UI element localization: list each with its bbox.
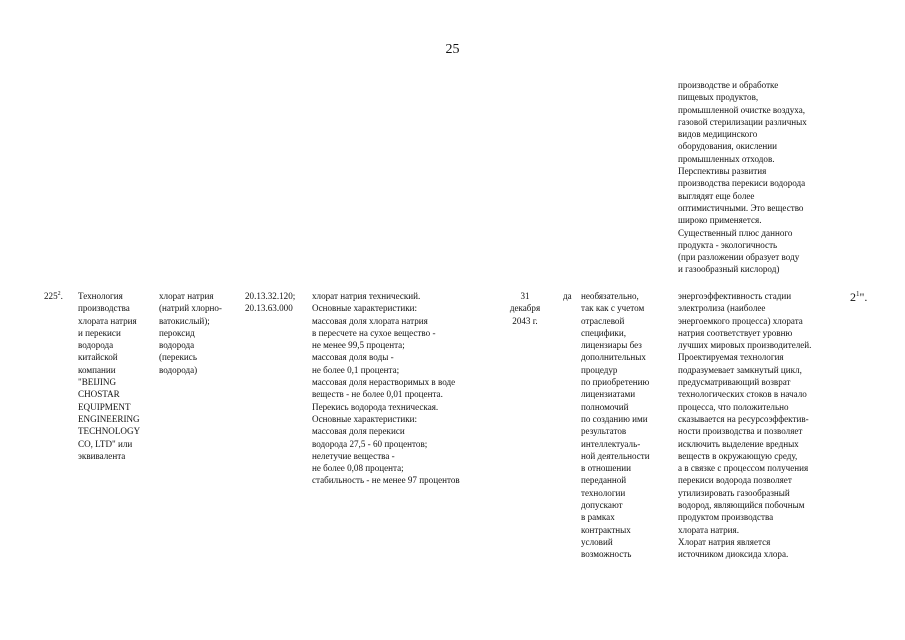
row-number-main: 225 bbox=[44, 291, 58, 301]
deadline-date-cell: 31 декабря 2043 г. bbox=[509, 291, 541, 326]
licensing-cell: необязательно, так как с учетом отраслевой специфики, лицензиары без дополнительных процедур по приобретению лицензиатами полномочий по созданию ими результатов интеллектуаль- ной деятельности в отношении переданной технологии допускают в рамках контрактных условий возможность bbox=[581, 291, 650, 560]
footnote-mark bbox=[850, 290, 880, 304]
footnote-main: 2 bbox=[850, 290, 856, 304]
page-number: 25 bbox=[445, 42, 460, 57]
row-number-superscript: 2 bbox=[57, 291, 61, 297]
characteristics-cell: хлорат натрия технический. Основные характеристики: массовая доля хлората натрия в пересчете на сухое вещество - не менее 99,5 процента; массовая доля воды - не более 0,1 процента; массовая доля нерастворимых в воде веществ - не более 0,01 процента. Перекись водорода техническая. Основные характеристики: массовая доля перекиси водорода 27,5 - 60 процентов; нелетучие вещества - не более 0,08 процента; стабильность - не менее 97 процентов bbox=[312, 291, 460, 486]
efficiency-cell: энергоэффективность стадии электролиза (наиболее энергоемкого процесса) хлората натрия соответствует уровню лучших мировых производителей. Проектируемая технология подразумевает замкнутый цикл, предусматривающий возврат технологических стоков в начало процесса, что положительно сказывается на ресурсоэффектив- ности производства и позволяет исключить выделение вредных веществ в окружающую среду, а в связке с процессом получения перекиси водорода позволяет утилизировать газообразный водород, являющийся побочным продуктом производства хлората натрия. Хлорат натрия является источником диоксида хлора. bbox=[678, 291, 812, 560]
footnote-suffix: ". bbox=[859, 290, 868, 304]
products-cell: хлорат натрия (натрий хлорно- ватокислый); пероксид водорода (перекись водорода) bbox=[159, 291, 222, 375]
technology-name-cell: Технология производства хлората натрия и перекиси водорода китайской компании "BEIJING CHOSTAR EQUIPMENT ENGINEERING TECHNOLOGY CO, LTD" или эквивалента bbox=[78, 291, 141, 461]
product-codes-cell: 20.13.32.120; 20.13.63.000 bbox=[245, 291, 296, 314]
row-number bbox=[44, 290, 74, 302]
continuation-text: производстве и обработке пищевых продуктов, промышленной очистке воздуха, газовой стерилизации различных видов медицинского оборудования, окислении промышленных отходов. Перспективы развития производства перекиси водорода выглядят еще более оптимистичными. Это вещество широко применяется. Существенный плюс данного продукта - экологичность (при разложении образует воду и газообразный кислород) bbox=[678, 80, 807, 275]
row-number-suffix: . bbox=[60, 291, 63, 301]
flag-cell: да bbox=[563, 291, 572, 301]
footnote-superscript: 1 bbox=[856, 290, 860, 298]
